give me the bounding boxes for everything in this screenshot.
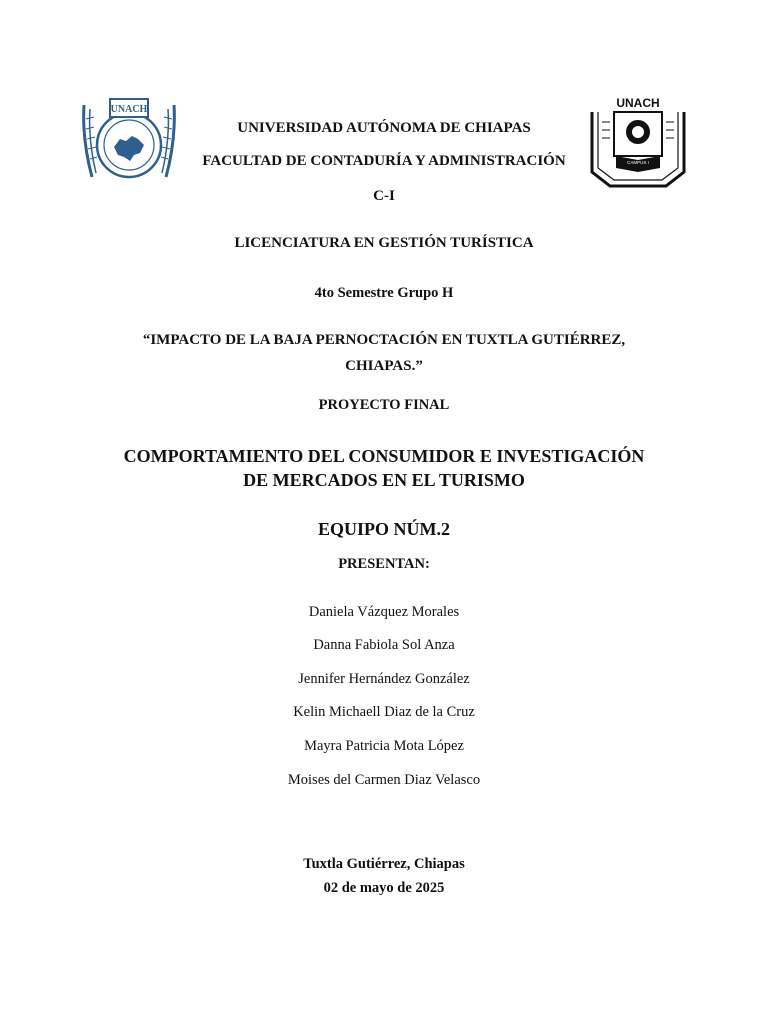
project-title-line-2: CHIAPAS.”: [345, 358, 423, 374]
team-number: EQUIPO NÚM.2: [318, 519, 450, 539]
project-title-line-1: “IMPACTO DE LA BAJA PERNOCTACIÓN EN TUXTLA GUTIÉRREZ,: [142, 332, 626, 348]
footer-date: 02 de mayo de 2025: [323, 880, 445, 896]
course-name-line-2: DE MERCADOS EN EL TURISMO: [243, 470, 525, 490]
presenter-name: Danna Fabiola Sol Anza: [313, 637, 455, 653]
presenter-name: Daniela Vázquez Morales: [308, 604, 460, 620]
semester-group: 4to Semestre Grupo H: [314, 285, 454, 301]
course-name-line-1: COMPORTAMIENTO DEL CONSUMIDOR E INVESTIGACIÓN: [123, 446, 645, 466]
faculty-name: FACULTAD DE CONTADURÍA Y ADMINISTRACIÓN: [202, 153, 566, 169]
faculty-crest-icon: [588, 96, 688, 188]
presenter-name: Jennifer Hernández González: [298, 671, 470, 687]
campus-label: C-I: [373, 188, 395, 204]
presenter-name: Kelin Michaell Diaz de la Cruz: [293, 704, 475, 720]
presenter-name: Mayra Patricia Mota López: [304, 738, 464, 754]
presenter-name: Moises del Carmen Diaz Velasco: [287, 772, 481, 788]
svg-text:UNACH: UNACH: [616, 96, 660, 110]
unach-university-crest-icon: [80, 95, 178, 185]
presenters-label: PRESENTAN:: [338, 556, 430, 572]
program-name: LICENCIATURA EN GESTIÓN TURÍSTICA: [234, 235, 534, 251]
svg-text:UNACH: UNACH: [110, 104, 148, 115]
svg-text:CAMPUS I: CAMPUS I: [627, 160, 649, 165]
footer-location: Tuxtla Gutiérrez, Chiapas: [303, 856, 465, 872]
university-name: UNIVERSIDAD AUTÓNOMA DE CHIAPAS: [237, 120, 531, 136]
project-type: PROYECTO FINAL: [318, 397, 450, 413]
